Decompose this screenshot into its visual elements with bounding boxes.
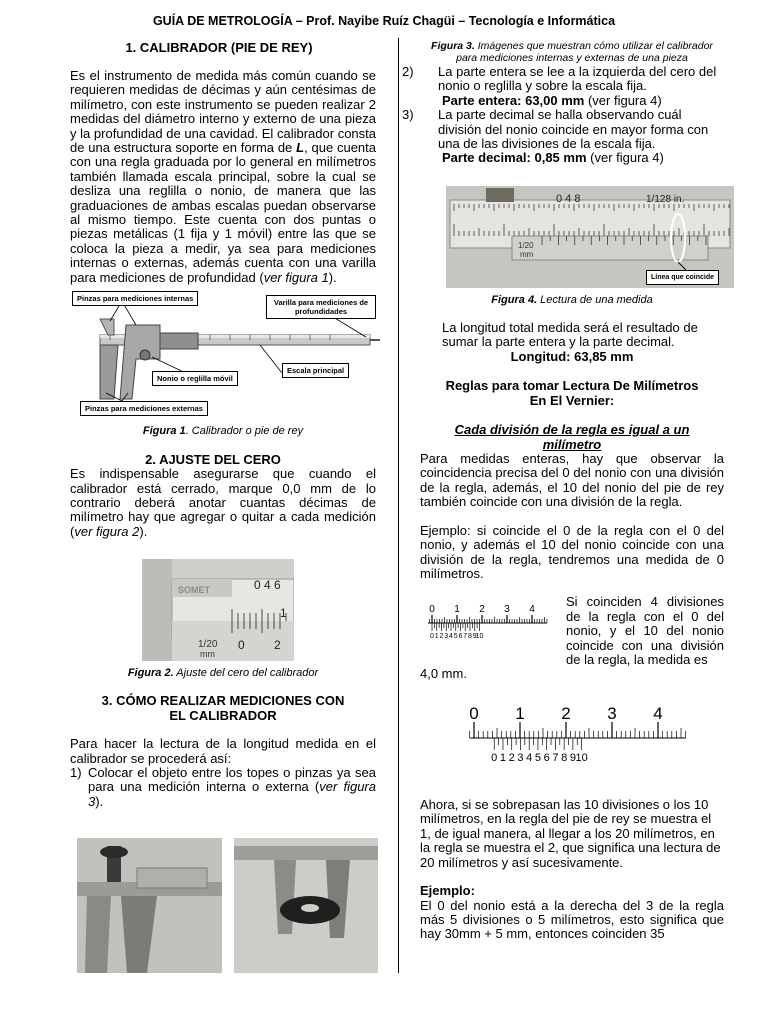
nonio-digit: 5: [534, 751, 542, 764]
column-divider: [398, 38, 399, 973]
section-1-text: [70, 69, 376, 285]
fig2-digit-one: 1: [280, 606, 287, 621]
s3-title-line2: EL CALIBRADOR: [169, 708, 277, 724]
nonio-digit: 4: [449, 633, 453, 641]
total-value: [420, 350, 724, 364]
fig3-caption-bold: Figura 3.: [431, 40, 475, 52]
nonio-digit: 8: [561, 751, 568, 764]
rules-subtitle-line1: Cada división de la regla es igual a un: [454, 422, 690, 438]
section-3-title: [70, 693, 376, 723]
section-1-title: 1. CALIBRADOR (PIE DE REY): [125, 40, 313, 55]
fig4-fraction: 1/20: [518, 240, 534, 250]
label-pinzas-internas: Pinzas para mediciones internas: [72, 291, 198, 306]
main-scale-digit: 4: [653, 703, 663, 723]
item3-number: 3): [402, 107, 414, 123]
example-title: [420, 884, 724, 898]
fig2-top-digits: 0 4 6: [254, 578, 281, 593]
main-scale-digit: 3: [504, 604, 510, 616]
label-varilla: Varilla para mediciones de profundidades: [266, 295, 376, 319]
label-pinzas-externas: Pinzas para mediciones externas: [80, 401, 208, 416]
item2-text: La parte entera se lee a la izquierda del cero del nonio o reglilla y sobre la escala fija.: [438, 64, 717, 94]
parte-decimal-ref: (ver figura 4): [586, 150, 664, 166]
fig3-caption-text: Imágenes que muestran cómo utilizar el calibrador para mediciones internas y externas de una pieza: [456, 40, 713, 64]
rules-paragraph-4: Ahora, si se sobrepasan las 10 divisiones o los 10 milímetros, en la regla del pie de rey se muestra el 1, de igual manera, al llegar a los 20 milímetros, en la regla se muestra el 2, que significa una lectura de 20 milímetros y así sucesivamente.: [420, 796, 721, 870]
parte-decimal-bold: Parte decimal: 0,85 mm: [442, 150, 587, 166]
nonio-digit: 1: [434, 633, 439, 641]
main-scale-digit: 1: [515, 703, 525, 723]
nonio-digit: 6: [458, 633, 463, 641]
figure-4-caption: [420, 294, 724, 307]
total-value-bold: Longitud: 63,85 mm: [510, 348, 634, 364]
section-2-title: 2. AJUSTE DEL CERO: [145, 452, 281, 468]
main-scale-digit: 2: [479, 604, 485, 616]
fig4-mm: mm: [520, 249, 534, 259]
section-3-text: Para hacer la lectura de la longitud medida en el calibrador se procederá así:: [70, 736, 376, 766]
nonio-digit: 0: [491, 751, 498, 764]
fig2-caption-text: Ajuste del cero del calibrador: [173, 667, 319, 680]
item3-text: La parte decimal se halla observando cuál división del nonio coincide en mayor forma con una de las divisiones de la escala fija.: [438, 107, 709, 152]
item1-text-end: ).: [95, 793, 104, 809]
fig2-caption-bold: Figura 2.: [127, 667, 174, 680]
figure-3-photo-internal: [77, 838, 222, 973]
example-4mm-block: [420, 595, 724, 667]
main-scale-digit: 2: [561, 703, 571, 723]
item-3: [402, 107, 724, 152]
nonio-digit: 3: [517, 751, 524, 764]
rules-paragraph-3: Si coinciden 4 divisiones de la regla con el 0 del nonio, y el 10 del nonio coincide con una división de la regla, la medida es: [566, 594, 724, 667]
rules-paragraph-5: El 0 del nonio está a la derecha del 3 de la regla más 5 divisiones o 5 milímetros, esto significa que hay 30mm + 5 mm, entonces coinciden 35: [420, 897, 724, 942]
s3-title-line1: 3. CÓMO REALIZAR MEDICIONES CON: [101, 693, 345, 709]
nonio-digit: 10: [575, 751, 588, 764]
label-nonio: Nonio o reglilla móvil: [152, 371, 238, 386]
figure-2-caption: [70, 667, 376, 680]
fig4-top-digits: 0 4 8: [556, 192, 581, 205]
fig2-mm: mm: [200, 649, 215, 660]
nonio-digit: 7: [463, 633, 468, 641]
nonio-digit: 0: [430, 633, 434, 641]
page-header: GUÍA DE METROLOGÍA – Prof. Nayibe Ruíz Chagüi – Tecnología e Informática: [152, 14, 616, 28]
item2-number: 2): [402, 64, 414, 79]
fig1-caption-bold: Figura 1: [142, 425, 186, 438]
main-scale-digit: 1: [454, 604, 460, 616]
nonio-digit: 4: [526, 751, 533, 764]
parte-entera: [420, 94, 724, 108]
fig1-caption-text: . Calibrador o pie de rey: [185, 425, 304, 438]
fig2-brand-text: SOMET: [178, 585, 211, 596]
vernier-diagram-large: [458, 704, 698, 778]
main-scale-digit: 3: [607, 703, 617, 723]
total-text: La longitud total medida será el resultado de sumar la parte entera y la parte decimal.: [442, 319, 698, 350]
item-2: [402, 64, 724, 94]
section-2-text: [70, 467, 376, 539]
parte-entera-bold: Parte entera: 63,00 mm: [442, 92, 585, 108]
fig4-caption-text: Lectura de una medida: [537, 293, 653, 306]
nonio-digit: 9: [472, 633, 477, 641]
s1-figure-ref: ver figura 1: [263, 269, 329, 285]
fig2-fraction: 1/20: [198, 639, 218, 651]
nonio-digit: 2: [439, 633, 444, 641]
fig3-external-caliper: [234, 838, 378, 973]
fig2-two: 2: [274, 638, 281, 653]
item1-figure-ref: ver figura 3: [88, 779, 376, 809]
fig4-inch-label: 1/128 in.: [646, 193, 685, 205]
nonio-digit: 8: [468, 633, 472, 641]
figure-4-photo: [446, 186, 734, 288]
nonio-digit: 7: [552, 751, 559, 764]
rules-paragraph-3-end: 4,0 mm.: [420, 666, 467, 682]
rules-subtitle: [420, 422, 724, 452]
section-3-item-1: [70, 766, 376, 809]
s2-text: Es indispensable asegurarse que cuando el calibrador está cerrado, marque 0,0 mm de lo contrario deberá anotar cuantas décimas de milímetro hay que agregar o quitar a cada medición (: [70, 466, 376, 539]
rules-subtitle-line2: milímetro: [542, 437, 602, 453]
figure-3-caption: [420, 40, 724, 64]
nonio-digit: 5: [453, 633, 458, 641]
s2-figure-ref: ver figura 2: [74, 523, 140, 539]
figure-3-photo-external: [234, 838, 378, 973]
nonio-digit: 10: [475, 633, 484, 641]
parte-decimal: [420, 151, 724, 165]
main-scale-digit: 4: [529, 604, 535, 616]
fig2-zero: 0: [238, 638, 245, 653]
fig3-internal-caliper: [77, 838, 222, 973]
nonio-digit: 1: [499, 751, 507, 764]
figure-2-photo: [142, 559, 294, 661]
main-scale-digit: 0: [429, 604, 435, 616]
s1-text-end: ).: [328, 269, 337, 285]
fig2-caliper-closeup: [142, 559, 294, 661]
s2-text-end: ).: [139, 523, 148, 539]
nonio-digit: 3: [444, 633, 449, 641]
figure-1: [70, 289, 380, 421]
fig4-coincide-label: Línea que coincide: [646, 270, 719, 285]
figure-1-caption: [70, 425, 376, 438]
rules-paragraph-1: Para medidas enteras, hay que observar la coincidencia precisa del 0 del nonio con una división de la regla, además, el 10 del nonio del pie de rey también coincide con una división de la regla.: [420, 451, 724, 510]
left-column: [70, 40, 376, 809]
example-title-bold: Ejemplo:: [420, 883, 475, 899]
parte-entera-ref: (ver figura 4): [584, 92, 662, 108]
main-scale-digit: 0: [469, 703, 479, 723]
s1-text-b: , que cuenta con una regla graduada por lo general en milímetros también llamada escala principal, sobre la cual se desliza una reglilla o nonio, de manera que las graduaciones de ambas escalas puedan observarse al mismo tiempo. Este cuenta con dos puntas o piezas metálicas (1 fija y 1 móvil) entre las que se coloca la pieza a medir, ya sea para mediciones internas o externas, además cuenta con una varilla para mediciones de profundidad (: [70, 140, 377, 285]
rules-title-line2: En El Vernier:: [529, 393, 615, 409]
label-escala-principal: Escala principal: [282, 363, 349, 378]
s1-text-L: L: [296, 140, 305, 156]
rules-title-line1: Reglas para tomar Lectura De Milímetros: [445, 378, 699, 394]
s1-text-a: Es el instrumento de medida más común cuando se requieren medidas de décimas y aún centésimas de milímetro, con este instrumento se pueden realizar 2 medidas del diámetro interno y externo de una pieza y la profundidad de una cavidad. El calibrador consta de una estructura soporte en forma de: [70, 68, 376, 156]
vernier-diagram-small: [420, 601, 550, 651]
item1-text: Colocar el objeto entre los topes o pinzas ya sea para una medición interna o externa (: [88, 764, 376, 795]
nonio-digit: 6: [543, 751, 550, 764]
item1-number: 1): [70, 764, 82, 780]
right-column: [402, 40, 724, 942]
rules-paragraph-2: Ejemplo: si coincide el 0 de la regla con el 0 del nonio, y además el 10 del nonio coincide con una división de la regla, tendremos una medida de 0 milímetros.: [420, 522, 724, 581]
rules-title: [420, 378, 724, 408]
fig4-caption-bold: Figura 4.: [491, 293, 538, 306]
nonio-digit: 9: [569, 751, 576, 764]
nonio-digit: 2: [508, 751, 515, 764]
